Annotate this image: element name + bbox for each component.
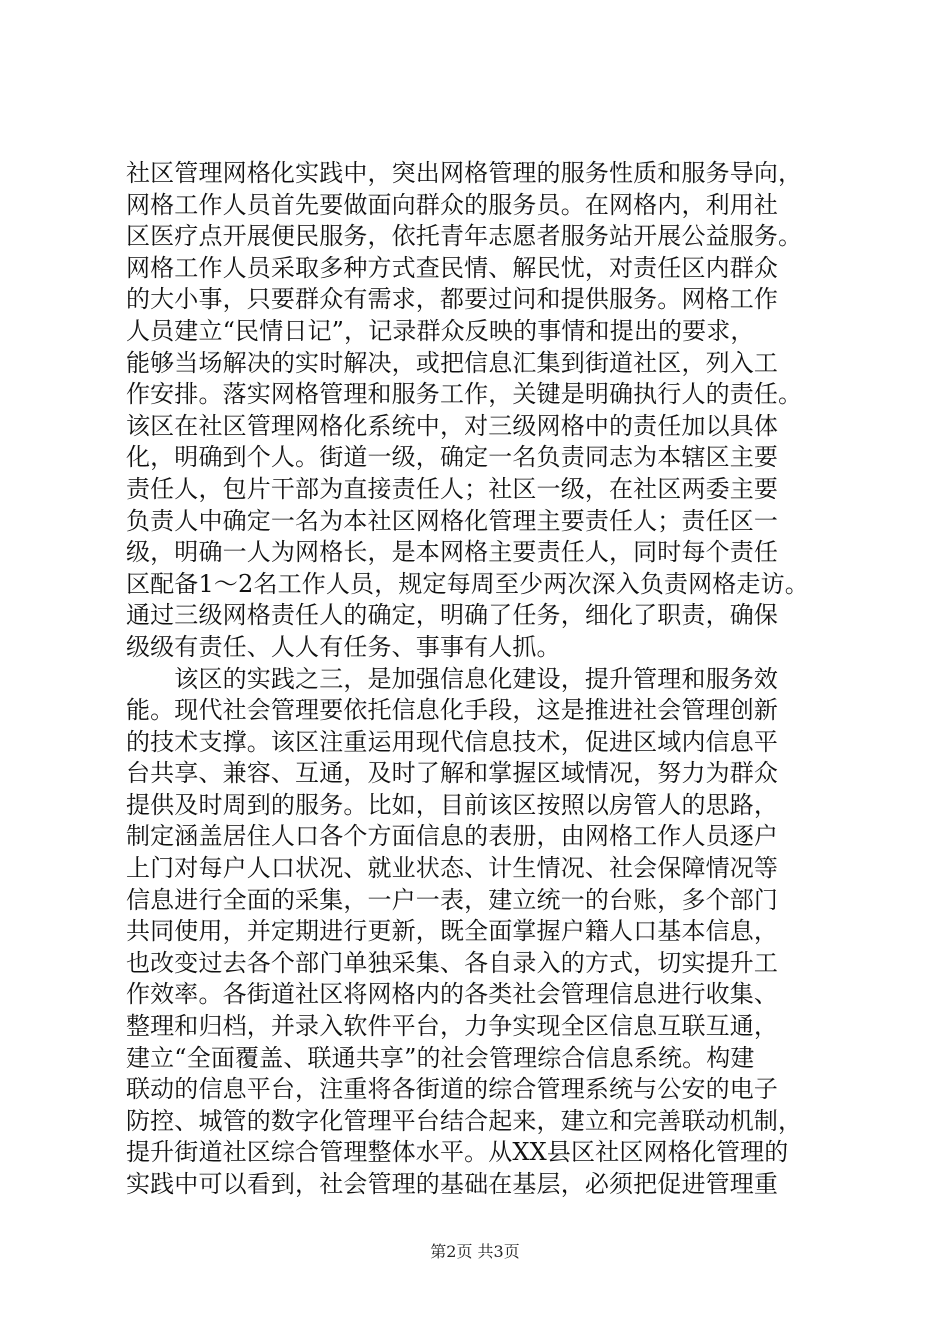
text-line: 负责人中确定一名为本社区网格化管理主要责任人；责任区一 [126, 506, 779, 535]
text-line: 共同使用，并定期进行更新，既全面掌握户籍人口基本信息， [126, 917, 779, 946]
text-line: 防控、城管的数字化管理平台结合起来，建立和完善联动机制， [126, 1106, 803, 1135]
text-line: 提供及时周到的服务。比如，目前该区按照以房管人的思路， [126, 790, 779, 819]
text-line: 建立“全面覆盖、联通共享”的社会管理综合信息系统。构建 [126, 1043, 755, 1072]
text-line: 该区在社区管理网格化系统中，对三级网格中的责任加以具体 [126, 411, 779, 440]
text-line: 实践中可以看到，社会管理的基础在基层，必须把促进管理重 [126, 1170, 779, 1198]
text-line: 整理和归档，并录入软件平台，力争实现全区信息互联互通， [126, 1012, 779, 1041]
text-line: 台共享、兼容、互通，及时了解和掌握区域情况，努力为群众 [126, 759, 779, 788]
text-line: 联动的信息平台，注重将各街道的综合管理系统与公安的电子 [126, 1075, 779, 1104]
text-line: 能。现代社会管理要依托信息化手段，这是推进社会管理创新 [126, 696, 779, 725]
text-line: 的技术支撑。该区注重运用现代信息技术，促进区域内信息平 [126, 727, 779, 756]
page-number-label: 第2页 共3页 [430, 1242, 520, 1261]
text-line: 作安排。落实网格管理和服务工作，关键是明确执行人的责任。 [126, 380, 803, 409]
text-line: 信息进行全面的采集，一户一表，建立统一的台账，多个部门 [126, 885, 779, 914]
body-text [126, 158, 838, 1201]
text-line: 网格工作人员首先要做面向群众的服务员。在网格内，利用社 [126, 190, 779, 219]
text-line: 区医疗点开展便民服务，依托青年志愿者服务站开展公益服务。 [126, 222, 803, 251]
text-line: 作效率。各街道社区将网格内的各类社会管理信息进行收集、 [126, 980, 779, 1009]
text-line: 能够当场解决的实时解决，或把信息汇集到街道社区，列入工 [126, 348, 779, 377]
page-footer [0, 1242, 950, 1262]
text-line: 化，明确到个人。街道一级，确定一名负责同志为本辖区主要 [126, 443, 779, 472]
text-line: 提升街道社区综合管理整体水平。从XX县区社区网格化管理的 [126, 1138, 789, 1167]
text-line: 人员建立“民情日记”，记录群众反映的事情和提出的要求， [126, 316, 755, 345]
text-line: 该区的实践之三，是加强信息化建设，提升管理和服务效 [126, 664, 779, 693]
text-line: 区配备1～2名工作人员，规定每周至少两次深入负责网格走访。 [126, 569, 809, 598]
text-line: 制定涵盖居住人口各个方面信息的表册，由网格工作人员逐户 [126, 822, 779, 851]
text-line: 网格工作人员采取多种方式查民情、解民忧，对责任区内群众 [126, 253, 779, 282]
text-line: 上门对每户人口状况、就业状态、计生情况、社会保障情况等 [126, 854, 779, 883]
text-line: 社区管理网格化实践中，突出网格管理的服务性质和服务导向， [126, 159, 803, 187]
text-line: 级级有责任、人人有任务、事事有人抓。 [126, 632, 561, 661]
text-line: 的大小事，只要群众有需求，都要过问和提供服务。网格工作 [126, 285, 779, 314]
text-line: 责任人，包片干部为直接责任人；社区一级，在社区两委主要 [126, 474, 779, 503]
text-line: 级，明确一人为网格长，是本网格主要责任人，同时每个责任 [126, 538, 779, 567]
text-line: 通过三级网格责任人的确定，明确了任务，细化了职责，确保 [126, 601, 779, 630]
text-line: 也改变过去各个部门单独采集、各自录入的方式，切实提升工 [126, 948, 779, 977]
